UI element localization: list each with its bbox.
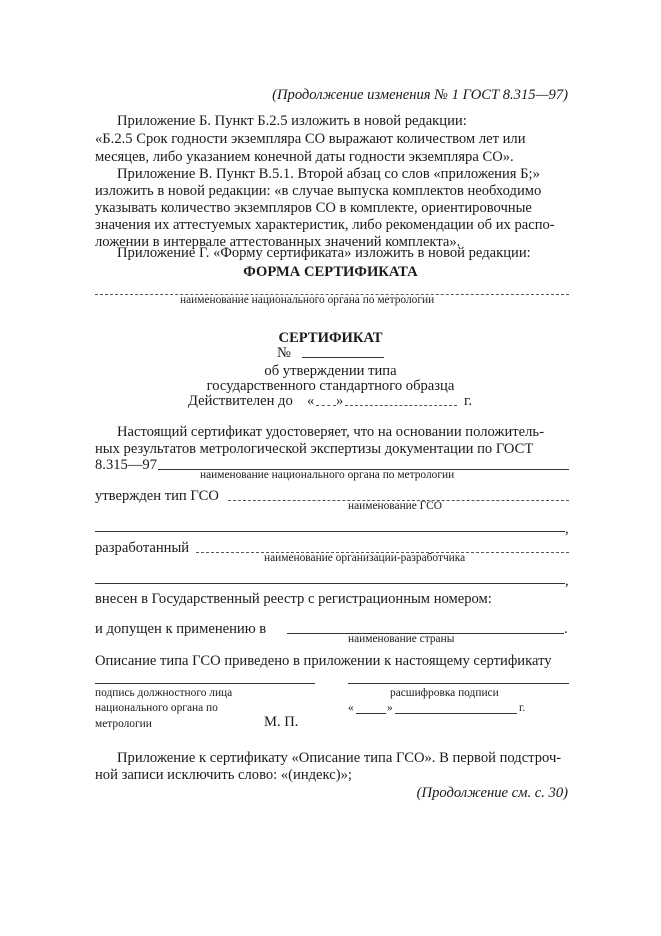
comma-1: , [565, 521, 569, 537]
decode-caption: расшифровка подписи [390, 687, 499, 699]
final-paragraph-line-1: Приложение к сертификату «Описание типа ГСО». В первой подстроч- [117, 750, 562, 766]
paragraph-appendix-g: Приложение Г. «Форму сертификата» изложить в новой редакции: [117, 245, 531, 261]
stamp-label: М. П. [264, 714, 299, 730]
certificate-number-line [302, 357, 384, 358]
registry-label: внесен в Государственный реестр с регистрационным номером: [95, 591, 492, 607]
form-title: ФОРМА СЕРТИФИКАТА [243, 264, 418, 280]
date-day-line [356, 713, 386, 714]
certificate-number-label: № [277, 345, 291, 361]
final-paragraph-line-2: ной записи исключить слово: «(индекс)»; [95, 767, 352, 783]
paragraph-b25-line1: «Б.2.5 Срок годности экземпляра СО выражают количеством лет или [95, 131, 526, 147]
decode-line [348, 683, 569, 684]
paragraph-appendix-v-line5: ложении в интервале аттестованных значений комплекта». [95, 234, 461, 250]
paragraph-appendix-v-line3: указывать количество экземпляров СО в комплекте, ориентировочные [95, 200, 532, 216]
certificate-title: СЕРТИФИКАТ [278, 330, 383, 346]
signature-caption-3: метрологии [95, 718, 152, 730]
certificate-subtitle-2: государственного стандартного образца [206, 378, 455, 394]
approved-type-label: утвержден тип ГСО [95, 488, 219, 504]
page-footer: (Продолжение см. с. 30) [416, 785, 568, 801]
body-line-2: ных результатов метрологической экспертизы документации по ГОСТ [95, 441, 534, 457]
gso-name-line-2 [95, 531, 565, 532]
signature-caption-1: подпись должностного лица [95, 687, 233, 699]
admitted-label: и допущен к применению в [95, 621, 267, 637]
signature-line [95, 683, 315, 684]
paragraph-appendix-v-line1: Приложение В. Пункт В.5.1. Второй абзац со слов «приложения Б;» [117, 166, 540, 182]
valid-quote-open: « [307, 393, 315, 409]
page-header: (Продолжение изменения № 1 ГОСТ 8.315—97) [272, 87, 568, 103]
organ-caption-2: наименование национального органа по метрологии [200, 469, 455, 481]
certificate-subtitle-1: об утверждении типа [264, 363, 397, 379]
valid-quote-close: » [336, 393, 344, 409]
developer-line-2 [95, 583, 565, 584]
description-line: Описание типа ГСО приведено в приложении к настоящему сертификату [95, 653, 552, 669]
date-year-label: г. [519, 702, 526, 714]
country-caption: наименование страны [348, 633, 455, 645]
paragraph-appendix-v-line4: значения их аттестуемых характеристик, либо рекомендации об их распо- [95, 217, 555, 233]
period: . [564, 621, 568, 637]
signature-caption-2: национального органа по [95, 702, 218, 714]
body-line-1: Настоящий сертификат удостоверяет, что на основании положитель- [117, 424, 544, 440]
gso-name-caption: наименование ГСО [348, 500, 442, 512]
date-quote-close: » [387, 702, 393, 714]
paragraph-b25-line2: месяцев, либо указанием конечной даты годности экземпляра СО». [95, 149, 514, 165]
date-quote-open: « [348, 702, 354, 714]
body-line-3: 8.315—97 [95, 457, 158, 473]
paragraph-appendix-b: Приложение Б. Пункт Б.2.5 изложить в новой редакции: [117, 113, 467, 129]
developer-caption: наименование организации-разработчика [264, 552, 466, 564]
paragraph-appendix-v-line2: изложить в новой редакции: «в случае выпуска комплектов необходимо [95, 183, 542, 199]
valid-year-label: г. [464, 393, 472, 409]
organ-caption: наименование национального органа по метрологии [180, 294, 435, 306]
date-month-line [395, 713, 517, 714]
valid-until-label: Действителен до [188, 393, 293, 409]
valid-day-line [316, 405, 336, 406]
comma-2: , [565, 573, 569, 589]
valid-month-line [345, 405, 457, 406]
developer-label: разработанный [95, 540, 190, 556]
